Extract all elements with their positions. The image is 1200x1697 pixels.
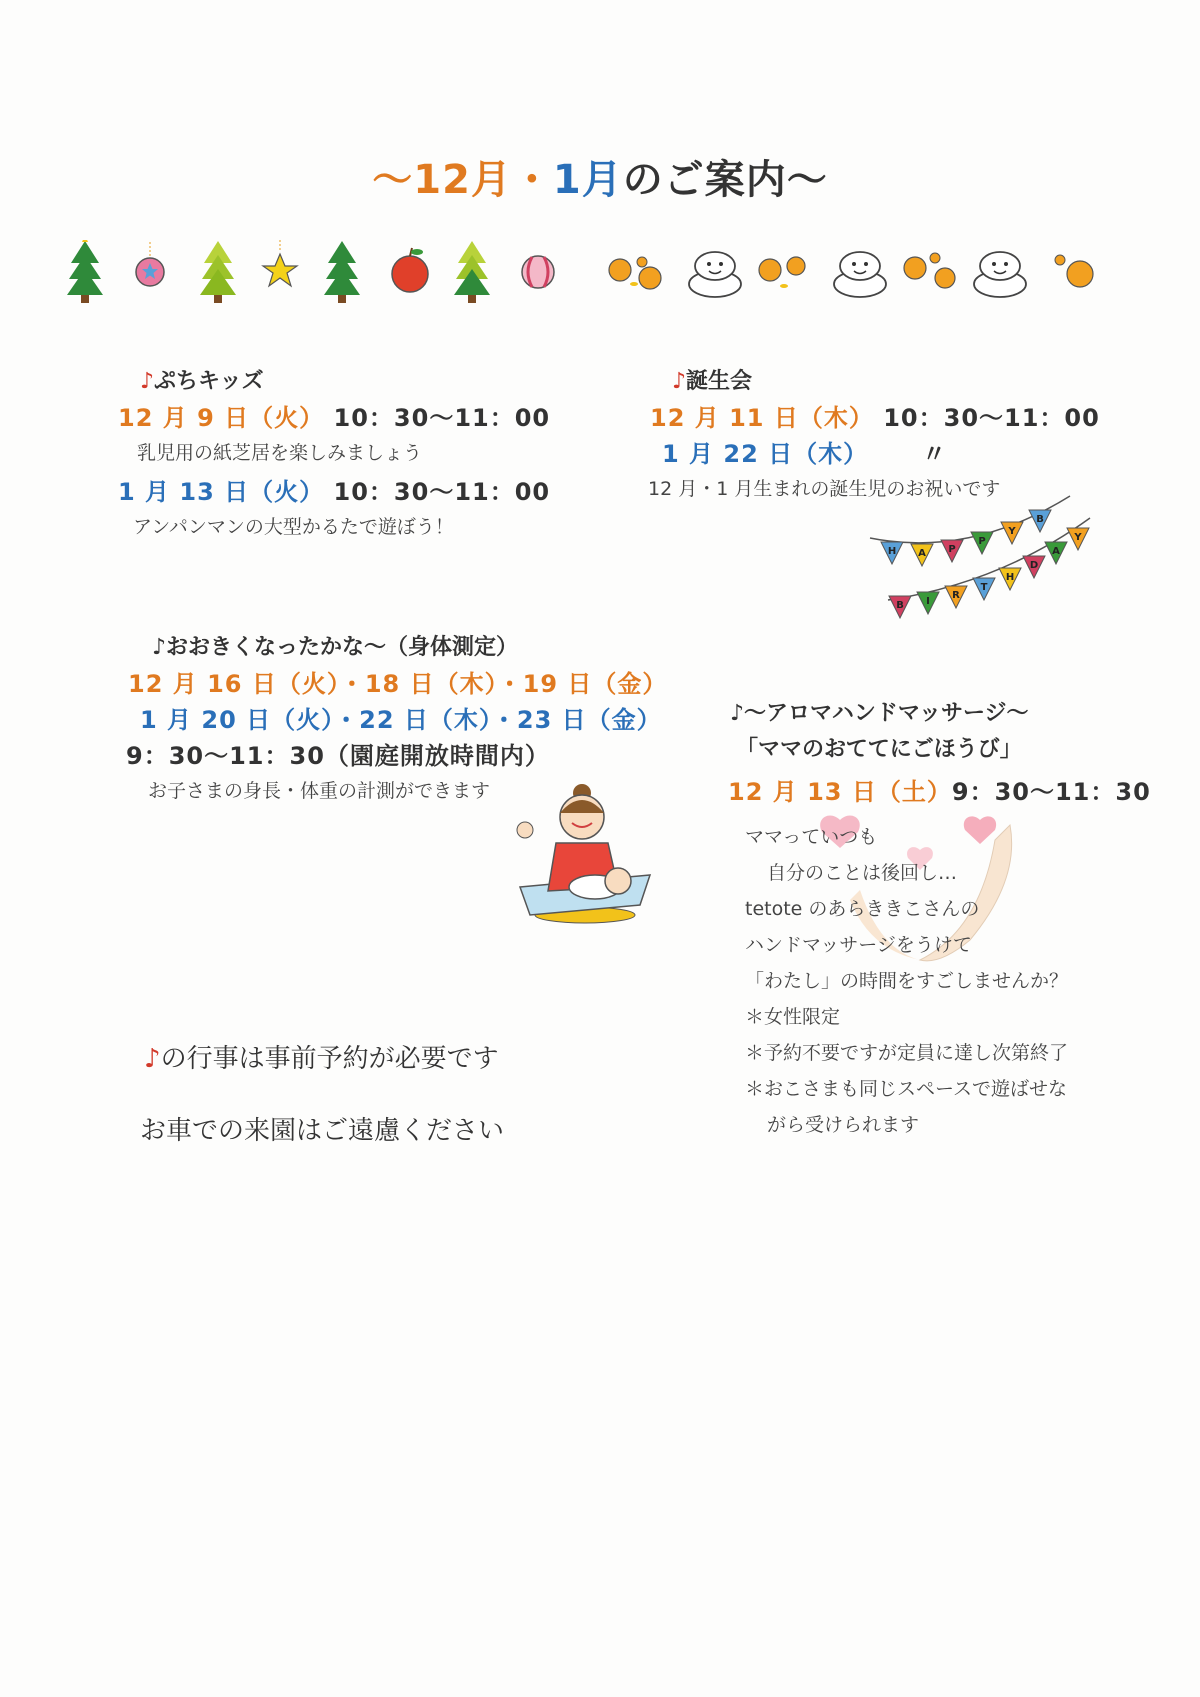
birthday-time1: 10：30～11：00: [883, 404, 1100, 432]
car-note: お車での来園はご遠慮ください: [140, 1116, 505, 1146]
measurement-title: [152, 630, 518, 661]
aroma-line-9: がら受けられます: [767, 1114, 920, 1136]
title-month-1: 1: [552, 157, 582, 203]
snowman-icon: [974, 252, 1026, 297]
aroma-date-text: 12 月 13 日（土）: [728, 778, 952, 806]
aroma-line-6: ＊女性限定: [745, 1006, 841, 1028]
aroma-line-3: tetote のあらききこさんの: [745, 898, 980, 920]
birthday-banner-illustration: [860, 488, 1100, 628]
aroma-title-text: ～アロマハンドマッサージ～: [744, 701, 1029, 726]
note-icon: ♪: [140, 369, 155, 394]
petit-kids-time2: 10：30～11：00: [333, 478, 551, 506]
banner-letter: H: [887, 546, 897, 557]
petit-kids-desc-1: 乳児用の紙芝居を楽しみましょう: [137, 442, 423, 464]
birthday-date2: 1 月 22 日（木）: [662, 440, 869, 468]
title-sep: 月・: [470, 157, 553, 203]
banner-letter: I: [926, 596, 930, 607]
reservation-note: [144, 1038, 499, 1075]
ornament-icon: [136, 242, 164, 286]
aroma-line-5: 「わたし」の時間をすごしませんか？: [745, 970, 1069, 992]
aroma-line-1: ママっていつも: [745, 826, 878, 848]
star-icon: [263, 240, 297, 286]
tree-icon: [67, 240, 103, 303]
aroma-line-2: 自分のことは後回し…: [767, 862, 958, 884]
apple-icon: [392, 248, 428, 292]
aroma-title: [730, 696, 1029, 727]
tree-icon: [324, 241, 360, 303]
banner-letter: T: [980, 582, 988, 593]
birthday-title: [672, 364, 752, 395]
petit-kids-date1: 12 月 9 日（火）: [118, 404, 325, 432]
birthday-ditto: 〃: [922, 440, 947, 468]
measurement-desc: お子さまの身長・体重の計測ができます: [148, 780, 491, 802]
banner-letter: H: [1005, 572, 1015, 583]
petit-kids-date-2: [118, 472, 550, 507]
birthday-desc: 12 月・1 月生まれの誕生児のお祝いです: [648, 478, 1001, 500]
note-icon: ♪: [672, 369, 687, 394]
note-icon: ♪: [152, 635, 167, 660]
banner-letter: D: [1029, 560, 1039, 571]
orange-icon: [904, 253, 955, 288]
petit-kids-date-1: [118, 398, 550, 433]
aroma-line-7: ＊予約不要ですが定員に達し次第終了: [745, 1042, 1069, 1064]
measurement-dates-january: 1 月 20 日（火）・22 日（木）・23 日（金）: [140, 706, 662, 734]
note-icon: ♪: [730, 701, 745, 726]
banner-letter: Y: [1074, 532, 1082, 543]
orange-icon: [609, 257, 661, 289]
tree-icon: [454, 241, 490, 303]
banner-letter: R: [952, 590, 960, 601]
decoration-row: [60, 240, 1140, 310]
orange-icon: [1055, 255, 1093, 287]
birthday-date-1: [650, 398, 1100, 433]
measurement-dates-december: 12 月 16 日（火）・18 日（木）・19 日（金）: [128, 670, 668, 698]
ball-icon: [522, 256, 554, 288]
page-title: [0, 148, 1200, 205]
title-suffix: のご案内～: [622, 157, 828, 203]
title-month-kanji: 月: [581, 157, 623, 203]
measurement-title-text: おおきくなったかな～（身体測定）: [166, 635, 519, 660]
banner-letter: B: [896, 600, 904, 611]
birthday-date-2: [662, 434, 868, 469]
snowman-icon: [689, 252, 741, 297]
banner-letter: A: [1052, 546, 1060, 557]
aroma-subtitle: 「ママのおててにごほうび」: [736, 737, 1022, 762]
aroma-time-text: 9：30～11：30: [951, 778, 1151, 806]
petit-kids-time1: 10：30～11：00: [333, 404, 551, 432]
petit-kids-date2: 1 月 13 日（火）: [118, 478, 325, 506]
banner-letter: P: [978, 536, 986, 547]
banner-letter: P: [948, 544, 956, 555]
baby-scale-illustration: [510, 775, 660, 935]
banner-letter: Y: [1008, 526, 1016, 537]
note-icon: ♪: [144, 1044, 161, 1074]
banner-letter: B: [1036, 514, 1044, 525]
aroma-line-8: ＊おこさまも同じスペースで遊ばせな: [745, 1078, 1068, 1100]
petit-kids-title: [140, 364, 264, 395]
title-tilde-left: ～: [372, 157, 414, 203]
petit-kids-title-text: ぷちキッズ: [154, 369, 264, 394]
orange-icon: [759, 257, 805, 288]
aroma-line-4: ハンドマッサージをうけて: [745, 934, 972, 956]
birthday-date1: 12 月 11 日（木）: [650, 404, 874, 432]
reservation-note-text: の行事は事前予約が必要です: [160, 1044, 499, 1074]
petit-kids-desc-2: アンパンマンの大型かるたで遊ぼう！: [133, 516, 454, 538]
banner-letter: A: [918, 548, 926, 559]
tree-icon: [200, 241, 236, 303]
measurement-time: 9：30～11：30（園庭開放時間内）: [126, 742, 550, 770]
snowman-icon: [834, 252, 886, 297]
birthday-title-text: 誕生会: [686, 369, 753, 394]
title-month-12: 12: [413, 157, 471, 203]
